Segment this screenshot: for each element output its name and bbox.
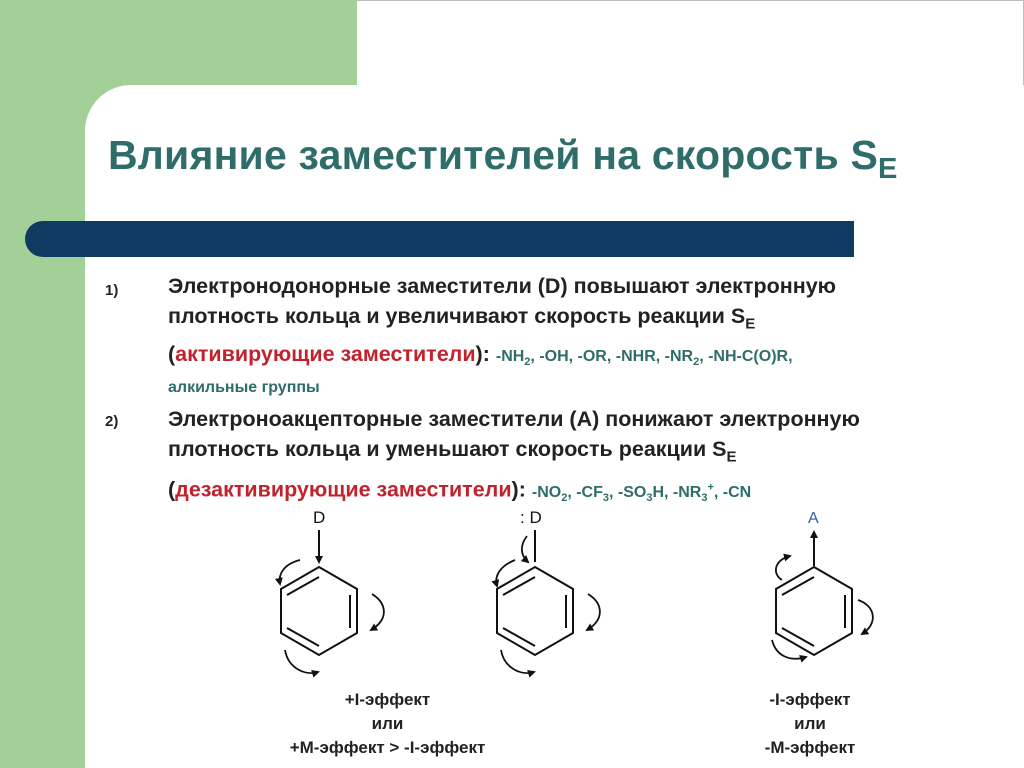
caption-donor-line1: +I-эффект	[344, 690, 431, 709]
resonance-arrows-2	[496, 560, 600, 673]
caption-donor-line2: или	[371, 714, 404, 733]
item-2-line2-sub: E	[726, 448, 737, 466]
item-2-groups: $-NO_2$, $-CF_3$, $-SO_3H$, $-NR_3^+$, -CN	[531, 481, 752, 504]
item-1-groups: $-NH_2$, -OH, -OR, -NHR, $-NR_2$, -NH-C(O)R,	[495, 348, 793, 369]
label-d-1: D	[313, 508, 326, 527]
item-1-line2-text: плотность кольца и увеличивают скорость реакции S	[168, 304, 746, 328]
item-1-close-paren: ):	[475, 342, 490, 367]
slide-title-subscript: E	[878, 153, 898, 185]
benzene-ring-1	[281, 567, 357, 655]
caption-donor-line3: +M-эффект > -I-эффект	[289, 738, 486, 757]
resonance-arrows-1	[280, 560, 384, 673]
item-2-number: 2)	[105, 413, 119, 430]
caption-acceptor-line2: или	[794, 714, 826, 733]
caption-acceptor	[735, 688, 885, 760]
item-2-close-paren: ):	[511, 477, 526, 502]
item-2-open-paren: (	[168, 477, 176, 502]
caption-acceptor-line3: -M-эффект	[764, 738, 856, 757]
label-a: A	[808, 510, 819, 527]
item-2-highlight: дезактивирующие заместители	[175, 477, 512, 502]
label-d-2: : D	[520, 508, 542, 527]
item-1-number: 1)	[105, 282, 119, 299]
item-1-line2-sub: E	[745, 315, 756, 333]
item-1-open-paren: (	[168, 342, 176, 367]
item-2-line1: Электроноакцепторные заместители (A) понижают электронную	[168, 407, 860, 431]
item-1-line1: Электронодонорные заместители (D) повышают электронную	[168, 274, 837, 298]
benzene-ring-2	[497, 567, 573, 655]
caption-donor	[265, 688, 510, 760]
donor-arrow-2	[522, 530, 535, 562]
benzene-ring-3	[776, 567, 852, 655]
item-2-line2-text: плотность кольца и уменьшают скорость реакции S	[168, 437, 727, 461]
item-1-highlight: активирующие заместители	[175, 342, 476, 367]
item-1-line4: алкильные группы	[168, 379, 320, 397]
caption-acceptor-line1: -I-эффект	[769, 690, 851, 709]
slide-title-text: Влияние заместителей на скорость S	[108, 132, 879, 178]
